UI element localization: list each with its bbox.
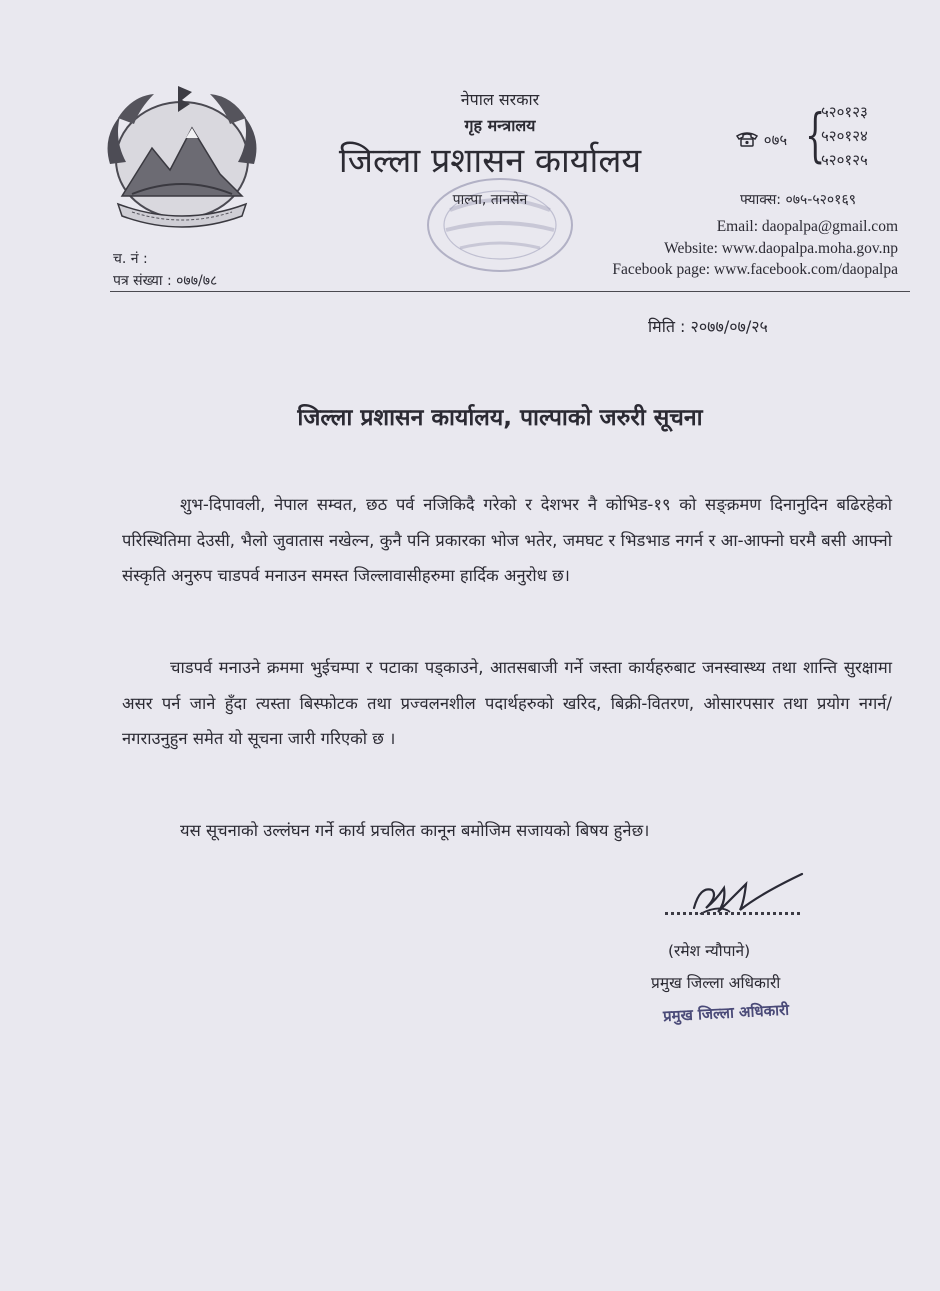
area-code: ०७५ [735,130,825,150]
signature-line [665,912,800,915]
notice-date: मिति : २०७७/०७/२५ [648,317,768,336]
handwritten-signature-icon [660,868,810,938]
phone-number: ५२०१२४ [821,127,868,145]
brace-glyph: { [805,101,826,169]
designation-stamp: प्रमुख जिल्ला अधिकारी [662,1000,790,1026]
fax-number: फ्याक्स: ०७५-५२०१६९ [740,192,857,208]
signatory-designation: प्रमुख जिल्ला अधिकारी [651,974,781,992]
signatory-name: (रमेश न्यौपाने) [668,942,751,960]
letter-number: पत्र संख्या : ०७७/७८ [113,273,218,289]
ministry-name: गृह मन्त्रालय [464,116,536,135]
office-location: पाल्पा, तानसेन [452,192,528,208]
government-name: नेपाल सरकार [460,90,540,109]
website-url: Website: www.daopalpa.moha.gov.np [664,240,898,257]
phone-list [821,100,868,172]
email-address: Email: daopalpa@gmail.com [716,218,898,235]
facebook-page: Facebook page: www.facebook.com/daopalpa [612,261,898,278]
dispatch-number: च. नं : [113,251,148,267]
phone-number: ५२०१२३ [821,103,868,121]
telephone-icon [735,131,759,147]
office-name: जिल्ला प्रशासन कार्यालय [338,141,642,181]
notice-paragraph: शुभ-दिपावली, नेपाल सम्वत, छठ पर्व नजिकिदै गरेको र देशभर नै कोभिड-१९ को सङ्क्रमण दिनानुदिन बढिरहेको परिस्थितिमा देउसी, भैलो जुवातास नखेल्न, कुनै पनि प्रकारका भोज भतेर, जमघट र भिडभाड नगर्न र आ-आफ्नो घरमै बसी आफ्नो संस्कृति अनुरुप चाडपर्व मनाउन समस्त जिल्लावासीहरुमा हार्दिक अनुरोध छ। [122,495,892,585]
notice-paragraph: चाडपर्व मनाउने क्रममा भुईचम्पा र पटाका पड्काउने, आतसबाजी गर्ने जस्ता कार्यहरुबाट जनस्वास्थ्य तथा शान्ति सुरक्षामा असर पर्न जाने हुँदा त्यस्ता बिस्फोटक तथा प्रज्वलनशील पदार्थहरुको खरिद, बिक्री-वितरण, ओसारपसार तथा प्रयोग नगर्न/नगराउनुहुन समेत यो सूचना जारी गरिएको छ । [122,658,892,748]
header-divider [110,291,910,292]
phone-number: ५२०१२५ [821,151,868,169]
nepal-emblem-icon [92,78,272,238]
notice-paragraph: यस सूचनाको उल्लंघन गर्ने कार्य प्रचलित कानून बमोजिम सजायको बिषय हुनेछ। [180,821,650,840]
notice-title: जिल्ला प्रशासन कार्यालय, पाल्पाको जरुरी सूचना [297,405,703,431]
